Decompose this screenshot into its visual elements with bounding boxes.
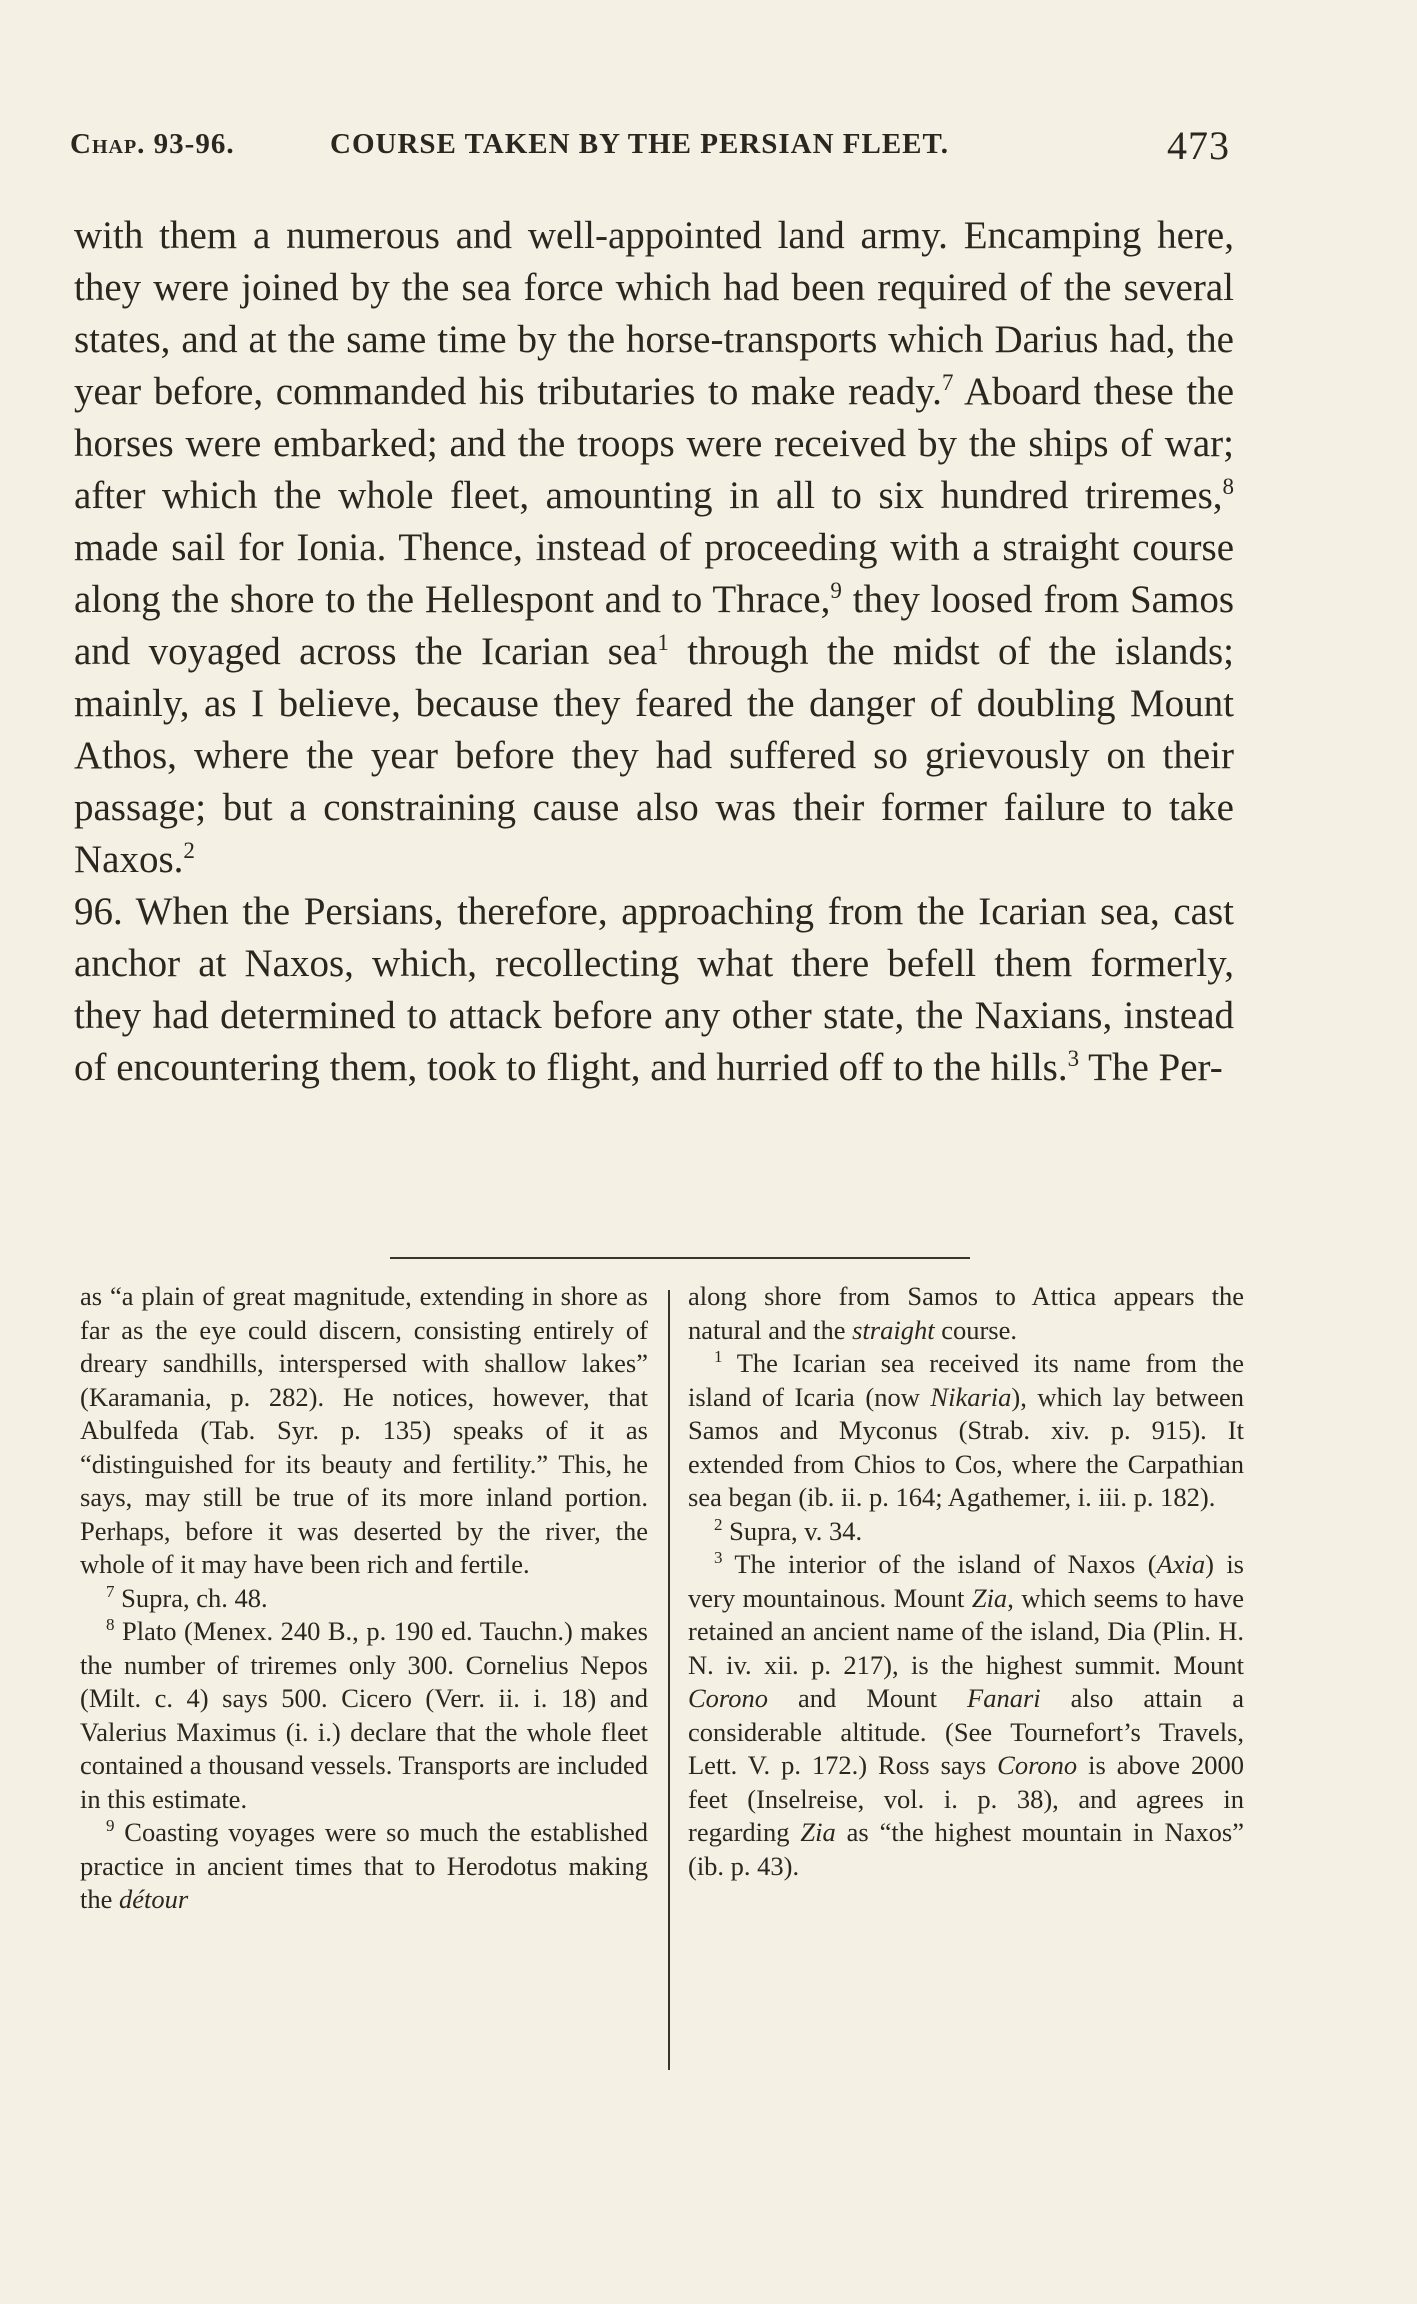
- footnotes-right-column: [688, 1280, 1244, 1883]
- running-head: [70, 123, 1230, 168]
- footnote-text: , which seems to have retained an ancient name of the island, Dia (Plin. H. N. iv. xii. p. 217), is the highest summit. Mount: [688, 1582, 1244, 1680]
- footnote-italic: straight: [852, 1314, 935, 1345]
- footnote-text: also attain a considerable altitude. (See Tournefort’s Travels, Lett. V. p. 172.) Ross says: [688, 1683, 1245, 1780]
- footnote-italic: Nikaria: [930, 1381, 1012, 1412]
- footnote-text: ) is very mountainous. Mount: [688, 1549, 1244, 1613]
- footnote-continuation: as “a plain of great magnitude, extending in shore as far as the eye could discern, consisting entirely of dreary sandhills, interspersed with shallow lakes” (Karamania, p. 282). He notices, however, that Abulfeda (Tab. Syr. p. 135) speaks of it as “distinguished for its beauty and fertility.” This, he says, may still be true of its more inland portion. Perhaps, before it was deserted by the river, the whole of it may have been rich and fertile.: [80, 1281, 648, 1579]
- footnote-2: [688, 1515, 1244, 1549]
- paragraph-1: [74, 210, 1234, 886]
- footnote-text: as “the highest mountain in Naxos” (ib. p. 43).: [688, 1817, 1244, 1881]
- footnote-number: 7: [106, 1581, 115, 1601]
- footnote-number: 2: [714, 1514, 723, 1534]
- footnote-italic: Zia: [971, 1582, 1008, 1613]
- footnote-italic: Axia: [1156, 1549, 1206, 1579]
- page-title: COURSE TAKEN BY THE PERSIAN FLEET.: [330, 128, 949, 160]
- text-run: 96. When the Persians, therefore, approaching from the Icarian sea, cast anchor at Naxos, which, recollecting what there befell them formerly, they had determined to attack before any other state, the Naxians, instead of encountering them, took to flight, and hurried off to the hills.: [74, 890, 1234, 1089]
- footnote-text: The interior of the island of Naxos (: [722, 1549, 1157, 1579]
- footnote-italic: Fanari: [967, 1683, 1041, 1713]
- footnote-text: course.: [934, 1314, 1017, 1345]
- footnote-text: The Icarian sea received its name from the island of Icaria (now: [688, 1348, 1244, 1412]
- footnote-text: is above 2000 feet (Inselreise, vol. i. p. 38), and agrees in regarding: [688, 1750, 1245, 1847]
- text-run: they loosed from Samos and voyaged across the Icarian sea: [74, 578, 1234, 673]
- footnote-italic: Zia: [800, 1817, 836, 1847]
- footnote-number: 9: [106, 1816, 115, 1836]
- footnote-italic: détour: [119, 1884, 189, 1914]
- text-run: made sail for Ionia. Thence, instead of proceeding with a straight course along the shore to the Hellespont and to Thrace,: [74, 526, 1234, 621]
- footnote-rule: [390, 1257, 970, 1259]
- footnote-text: Supra, ch. 48.: [114, 1582, 268, 1613]
- footnote-text: Supra, v. 34.: [722, 1515, 863, 1546]
- footnote-7: [80, 1582, 648, 1616]
- footnote-text: and Mount: [768, 1683, 968, 1713]
- text-run: The Per-: [1079, 1046, 1223, 1089]
- footnote-ref: 9: [830, 578, 842, 603]
- footnote-9-continuation: [688, 1280, 1244, 1347]
- main-text: [74, 210, 1234, 1094]
- footnote-ref: 1: [657, 630, 669, 655]
- page-number: 473: [1167, 123, 1230, 168]
- text-run: with them a numerous and well-appointed land army. Encamping here, they were joined by the sea force which had been required of the several states, and at the same time by the horse-transports which Darius had, the year before, commanded his tributaries to make ready.: [74, 214, 1234, 413]
- footnotes-left-column: [80, 1280, 648, 1917]
- chapter-reference: Chap. 93-96.: [70, 128, 235, 160]
- text-run: through the midst of the islands; mainly, as I believe, because they feared the danger of doubling Mount Athos, where the year before they had suffered so grievously on their passage; but a constraining cause also was their former failure to take Naxos.: [74, 630, 1234, 881]
- footnote-ref: 2: [183, 838, 195, 863]
- footnote-ref: 3: [1067, 1046, 1080, 1071]
- footnote-text: ), which lay between Samos and Myconus (Strab. xiv. p. 915). It extended from Chios to Cos, where the Carpathian sea began (ib. ii. p. 164; Agathemer, i. iii. p. 182).: [688, 1381, 1244, 1512]
- text-run: Aboard these the horses were embarked; and the troops were received by the ships of war; after which the whole fleet, amounting in all to six hundred triremes,: [74, 370, 1235, 517]
- footnote-text: along shore from Samos to Attica appears the natural and the: [688, 1281, 1244, 1345]
- footnote-number: 1: [714, 1347, 723, 1367]
- footnote-8: [80, 1615, 648, 1816]
- footnote-text: Coasting voyages were so much the established practice in ancient times that to Herodotus making the: [80, 1817, 648, 1914]
- footnote-1: [688, 1347, 1244, 1515]
- column-divider: [668, 1290, 670, 2070]
- paragraph-96: [74, 886, 1234, 1094]
- footnote-ref: 8: [1222, 474, 1234, 499]
- footnote-number: 8: [106, 1615, 115, 1635]
- footnote-text: Plato (Menex. 240 B., p. 190 ed. Tauchn.) makes the number of triremes only 300. Cornelius Nepos (Milt. c. 4) says 500. Cicero (Verr. ii. i. 18) and Valerius Maximus (i. i.) declare that the whole fleet contained a thousand vessels. Transports are included in this estimate.: [80, 1616, 648, 1814]
- footnote-italic: Corono: [997, 1750, 1078, 1780]
- footnote-italic: Corono: [688, 1683, 769, 1713]
- footnote-ref: 7: [941, 370, 954, 395]
- footnote-3: [688, 1548, 1244, 1883]
- footnote-number: 3: [714, 1548, 723, 1568]
- footnote-9: [80, 1816, 648, 1917]
